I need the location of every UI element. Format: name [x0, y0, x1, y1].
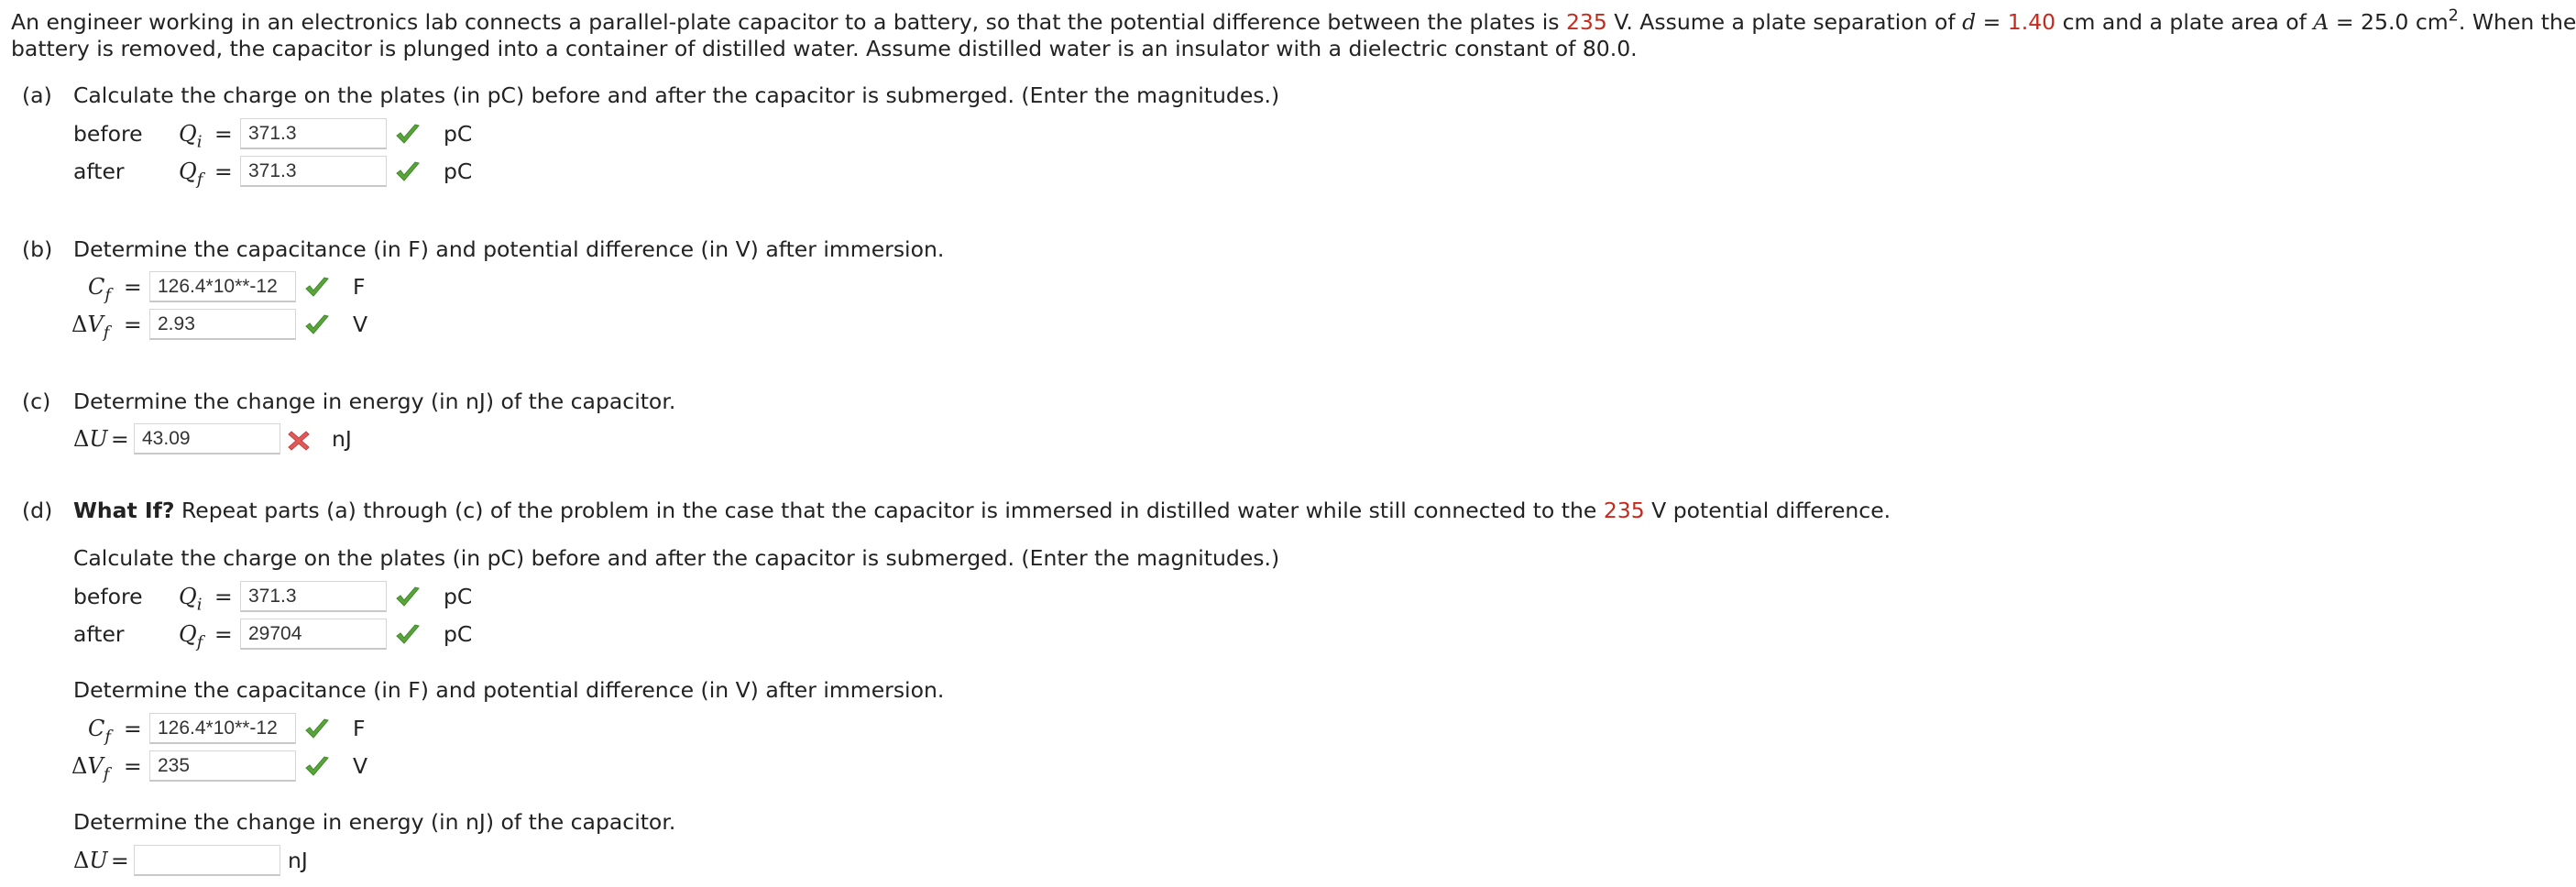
- part-d-charge-question: Calculate the charge on the plates (in pC) before and after the capacitor is submerged. (Enter the magnitudes.): [73, 545, 1280, 571]
- part-d-vf-input[interactable]: [149, 750, 296, 782]
- voltage-value: 235: [1603, 498, 1645, 523]
- correct-check-icon: [303, 312, 331, 338]
- delta-vf-symbol: $\Delta V_f$: [71, 312, 110, 343]
- equals-sign: =: [124, 312, 142, 337]
- part-a-question: Calculate the charge on the plates (in pC) before and after the capacitor is submerged. (Enter the magnitudes.): [73, 82, 1280, 108]
- part-d-capacitance-question: Determine the capacitance (in F) and potential difference (in V) after immersion.: [73, 677, 945, 703]
- part-c-question: Determine the change in energy (in nJ) of the capacitor.: [73, 389, 676, 414]
- before-label: before: [73, 121, 143, 147]
- correct-check-icon: [303, 754, 331, 780]
- delta-vf-symbol: $\Delta V_f$: [71, 753, 110, 784]
- cf-symbol: $C_f$: [88, 716, 112, 747]
- part-b-vf-input[interactable]: [149, 309, 296, 340]
- part-d-qf-input[interactable]: [240, 619, 387, 650]
- correct-check-icon: [394, 122, 422, 148]
- problem-statement-line-1: An engineer working in an electronics lab connects a parallel-plate capacitor to a battery, so that the potential difference between the plates is 235 V. Assume a plate separation of d = 1.40 cm and a plate area of A = 25.0 $cm^2$. When the: [11, 6, 2576, 35]
- equals-sign: =: [111, 848, 129, 873]
- separation-value: 1.40: [2007, 9, 2056, 35]
- after-label: after: [73, 621, 125, 647]
- part-b-label: (b): [22, 236, 53, 262]
- unit-pc: pC: [444, 121, 473, 147]
- correct-check-icon: [303, 275, 331, 301]
- qi-symbol: $Q_i$: [179, 584, 203, 615]
- correct-check-icon: [394, 159, 422, 185]
- part-a-qi-input[interactable]: [240, 118, 387, 149]
- qi-symbol: $Q_i$: [179, 121, 203, 152]
- unit-v: V: [353, 312, 368, 337]
- unit-f: F: [353, 274, 366, 300]
- cf-symbol: $C_f$: [88, 274, 112, 305]
- delta-u-symbol: ΔU: [73, 426, 108, 452]
- unit-nj: nJ: [332, 426, 352, 452]
- part-a-qf-input[interactable]: [240, 156, 387, 187]
- correct-check-icon: [394, 585, 422, 610]
- part-c-du-input[interactable]: [134, 423, 280, 454]
- correct-check-icon: [394, 622, 422, 648]
- equals-sign: =: [214, 159, 233, 184]
- unit-nj: nJ: [288, 848, 308, 873]
- equals-sign: =: [214, 121, 233, 147]
- part-d-qi-input[interactable]: [240, 581, 387, 612]
- equals-sign: =: [214, 584, 233, 609]
- qf-symbol: $Q_f$: [179, 621, 203, 652]
- equals-sign: =: [124, 716, 142, 741]
- equals-sign: =: [124, 753, 142, 779]
- incorrect-x-icon: [287, 429, 311, 453]
- part-b-question: Determine the capacitance (in F) and potential difference (in V) after immersion.: [73, 236, 945, 262]
- unit-v: V: [353, 753, 368, 779]
- unit-pc: pC: [444, 621, 473, 647]
- delta-u-symbol: ΔU: [73, 848, 108, 873]
- correct-check-icon: [303, 717, 331, 742]
- part-d-energy-question: Determine the change in energy (in nJ) of the capacitor.: [73, 809, 676, 835]
- part-d-label: (d): [22, 498, 53, 523]
- part-d-question: What If? Repeat parts (a) through (c) of the problem in the case that the capacitor is immersed in distilled water while still connected to the 235 V potential difference.: [73, 498, 1891, 523]
- equals-sign: =: [111, 426, 129, 452]
- part-b-cf-input[interactable]: [149, 271, 296, 302]
- equals-sign: =: [124, 274, 142, 300]
- unit-pc: pC: [444, 159, 473, 184]
- part-d-du-input[interactable]: [134, 845, 280, 876]
- voltage-value: 235: [1565, 9, 1607, 35]
- before-label: before: [73, 584, 143, 609]
- after-label: after: [73, 159, 125, 184]
- part-a-label: (a): [22, 82, 52, 108]
- part-d-cf-input[interactable]: [149, 713, 296, 744]
- unit-pc: pC: [444, 584, 473, 609]
- problem-statement-line-2: battery is removed, the capacitor is plunged into a container of distilled water. Assume distilled water is an insulator with a dielectric constant of 80.0.: [11, 36, 1638, 61]
- unit-f: F: [353, 716, 366, 741]
- equals-sign: =: [214, 621, 233, 647]
- qf-symbol: $Q_f$: [179, 159, 203, 190]
- part-c-label: (c): [22, 389, 51, 414]
